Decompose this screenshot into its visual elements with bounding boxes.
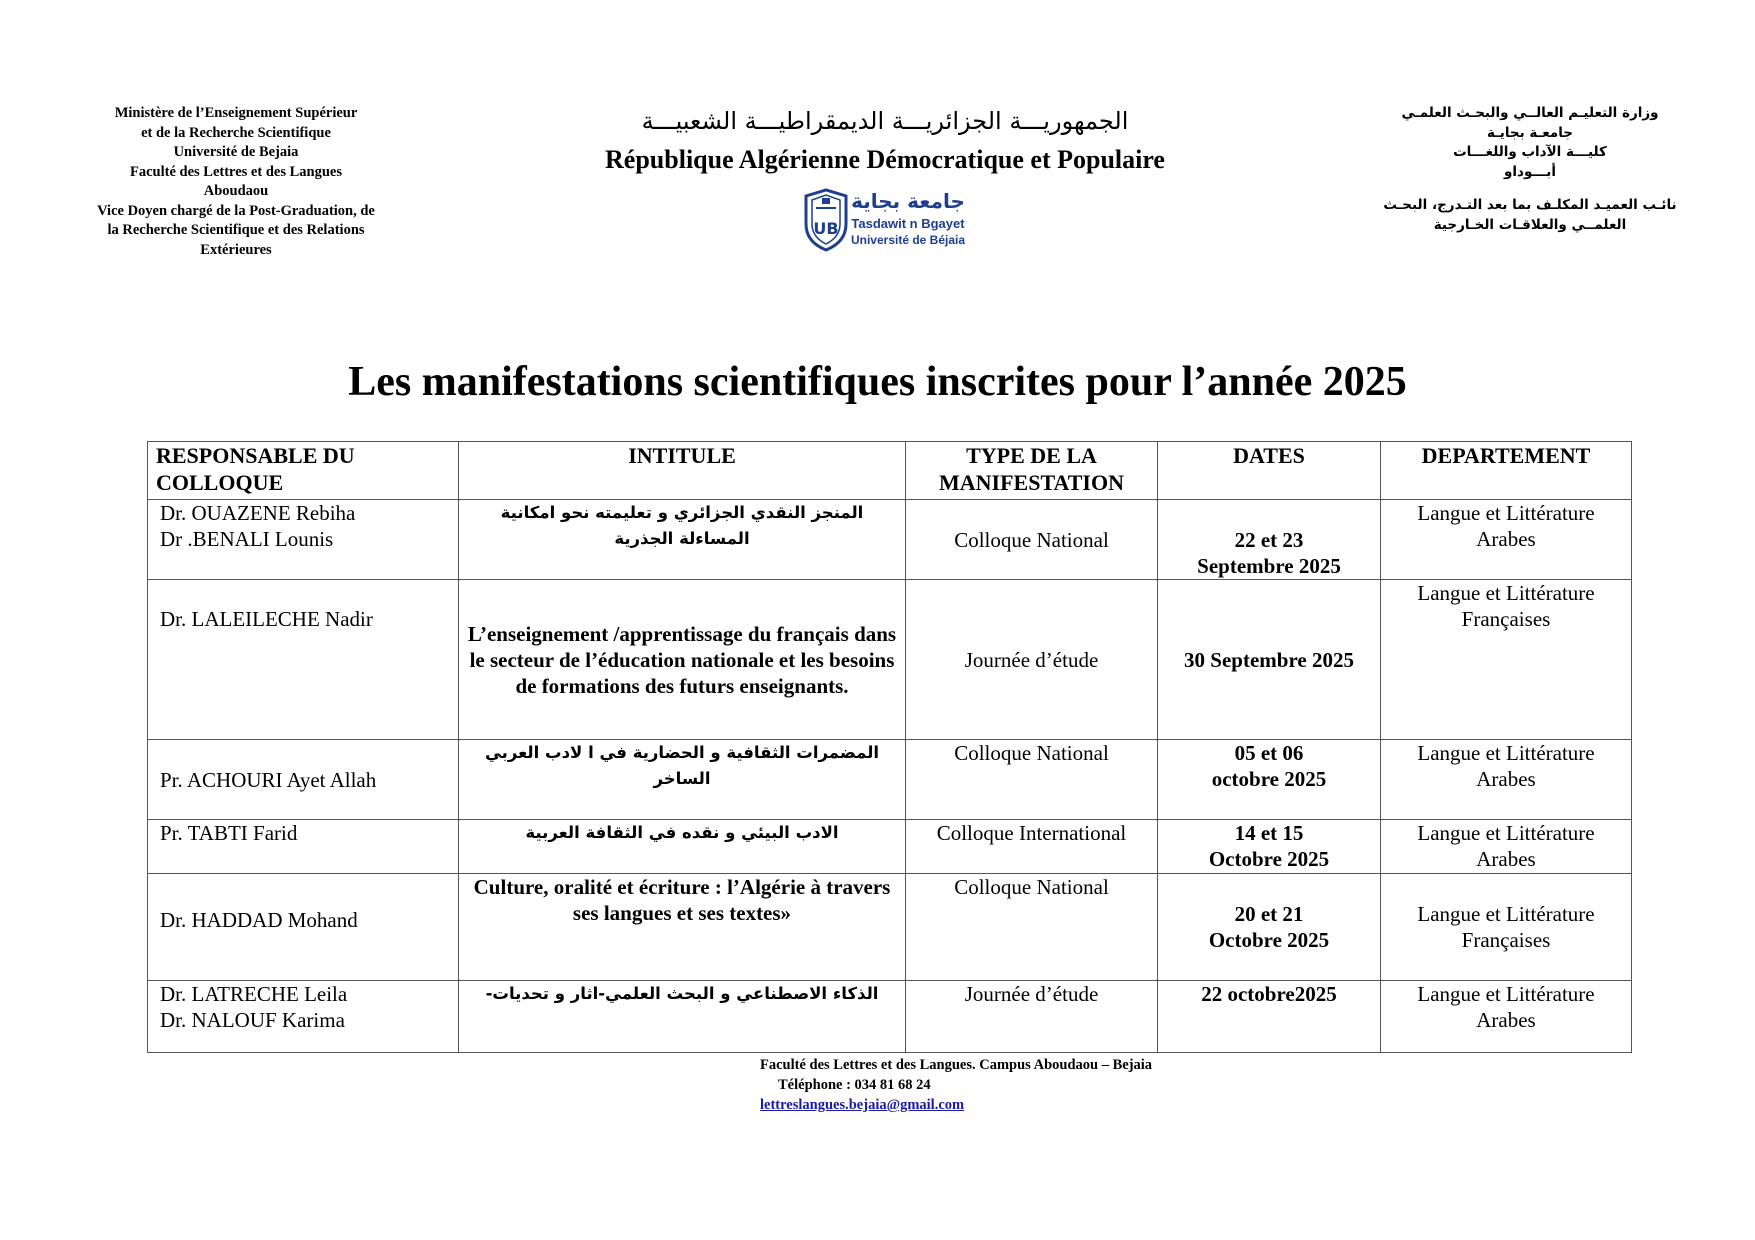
- emblem-letters: UB: [813, 219, 839, 238]
- cell-responsable: [148, 580, 459, 740]
- header-ar-line: أبـــوداو: [1504, 163, 1556, 180]
- footer-phone: Téléphone : 034 81 68 24: [778, 1077, 931, 1093]
- header-type: TYPE DE LA MANIFESTATION: [906, 442, 1158, 500]
- cell-departement: [1381, 981, 1632, 1053]
- cell-type: Journée d’étude: [906, 580, 1158, 740]
- department-line: Arabes: [1476, 847, 1536, 871]
- republic-name-arabic: الجمهوريـــة الجزائريـــة الديمقراطيـــة الشعبيـــة: [641, 107, 1129, 135]
- ministry-header-ar: [1380, 104, 1680, 235]
- date-line: octobre 2025: [1211, 767, 1327, 791]
- cell-responsable: [148, 820, 459, 874]
- responsable-name: Dr. LALEILECHE Nadir: [160, 607, 373, 631]
- responsable-name: Dr .BENALI Lounis: [160, 527, 334, 551]
- cell-departement: [1381, 500, 1632, 580]
- date-line: Octobre 2025: [1208, 847, 1330, 871]
- cell-departement: [1381, 820, 1632, 874]
- cell-dates: [1158, 820, 1381, 874]
- header-responsable: RESPONSABLE DU COLLOQUE: [148, 442, 459, 500]
- cell-responsable: [148, 874, 459, 981]
- department-line: Langue et Littérature: [1417, 741, 1595, 765]
- republic-name-french: République Algérienne Démocratique et Populaire: [605, 145, 1165, 174]
- responsable-name: Pr. TABTI Farid: [160, 821, 298, 845]
- table-row: [148, 580, 1632, 740]
- date-line: 22 octobre2025: [1201, 982, 1337, 1006]
- cell-intitule: Culture, oralité et écriture : l’Algérie à travers ses langues et ses textes»: [459, 874, 906, 981]
- events-table: [147, 441, 1632, 1053]
- table-row: [148, 500, 1632, 580]
- header-ar-line: نائـب العميـد المكلـف بما بعد التـدرج، البحـث: [1383, 197, 1677, 213]
- department-line: Arabes: [1476, 767, 1536, 791]
- date-line: 05 et 06: [1234, 741, 1304, 765]
- date-line: 14 et 15: [1234, 821, 1304, 845]
- republic-header: [520, 104, 1250, 180]
- header-fr-line: la Recherche Scientifique et des Relations: [107, 222, 365, 238]
- cell-responsable: [148, 500, 459, 580]
- contact-footer: [760, 1055, 1152, 1115]
- university-logo: [800, 184, 970, 254]
- table-row: [148, 820, 1632, 874]
- responsable-name: Dr. HADDAD Mohand: [160, 908, 358, 932]
- header-ar-line: كليـــة الآداب واللغـــات: [1453, 144, 1607, 160]
- header-intitule: INTITULE: [459, 442, 906, 500]
- department-line: Langue et Littérature: [1417, 821, 1595, 845]
- cell-type: Colloque International: [906, 820, 1158, 874]
- table-row: [148, 874, 1632, 981]
- cell-dates: [1158, 740, 1381, 820]
- header-departement: DEPARTEMENT: [1381, 442, 1632, 500]
- cell-type: Colloque National: [906, 740, 1158, 820]
- header-fr-line: Université de Bejaia: [173, 144, 299, 160]
- header-ar-line: وزارة التعليـم العالــي والبحـث العلمـي: [1401, 105, 1659, 121]
- department-line: Langue et Littérature: [1417, 501, 1595, 525]
- department-line: Langue et Littérature: [1417, 581, 1595, 605]
- cell-dates: [1158, 981, 1381, 1053]
- responsable-name: Pr. ACHOURI Ayet Allah: [160, 768, 377, 792]
- responsable-name: Dr. OUAZENE Rebiha: [160, 501, 356, 525]
- footer-address: Faculté des Lettres et des Langues. Campus Aboudaou – Bejaia: [760, 1057, 1153, 1073]
- department-line: Françaises: [1461, 928, 1551, 952]
- cell-departement: [1381, 874, 1632, 981]
- cell-departement: [1381, 740, 1632, 820]
- document-title: Les manifestations scientifiques inscrites pour l’année 2025: [348, 359, 1407, 405]
- cell-type: Colloque National: [906, 500, 1158, 580]
- header-fr-line: Aboudaou: [203, 183, 269, 199]
- date-line: 22 et 23: [1234, 528, 1304, 552]
- header-ar-line: جامعـة بجايـة: [1486, 124, 1574, 141]
- header-ar-line: العلمــي والعلاقـات الخـارجية: [1433, 216, 1627, 233]
- date-line: Octobre 2025: [1208, 928, 1330, 952]
- department-line: Arabes: [1476, 527, 1536, 551]
- responsable-name: Dr. LATRECHE Leila: [160, 982, 348, 1006]
- date-line: 20 et 21: [1234, 902, 1304, 926]
- header-fr-line: et de la Recherche Scientifique: [141, 124, 331, 141]
- ministry-header-fr: [70, 104, 402, 260]
- university-emblem-icon: [806, 190, 846, 250]
- cell-departement: [1381, 580, 1632, 740]
- cell-type: Journée d’étude: [906, 981, 1158, 1053]
- table-row: [148, 740, 1632, 820]
- header-fr-line: Ministère de l’Enseignement Supérieur: [114, 105, 358, 121]
- table-header-row: [148, 442, 1632, 500]
- table-row: [148, 981, 1632, 1053]
- cell-intitule: الادب البيئي و نقده في الثقافة العربية: [459, 820, 906, 874]
- department-line: Arabes: [1476, 1008, 1536, 1032]
- department-line: Françaises: [1461, 607, 1551, 631]
- cell-responsable: [148, 981, 459, 1053]
- date-line: 30 Septembre 2025: [1184, 647, 1354, 672]
- cell-dates: [1158, 874, 1381, 981]
- department-line: Langue et Littérature: [1417, 982, 1595, 1006]
- cell-responsable: [148, 740, 459, 820]
- logo-line-1: Tasdawit n Bgayet: [851, 216, 965, 231]
- responsable-name: Dr. NALOUF Karima: [160, 1008, 345, 1032]
- cell-intitule: الذكاء الاصطناعي و البحث العلمي-اثار و تحديات-: [459, 981, 906, 1053]
- department-line: Langue et Littérature: [1417, 902, 1595, 926]
- cell-dates: [1158, 580, 1381, 740]
- cell-type: Colloque National: [906, 874, 1158, 981]
- header-fr-line: Faculté des Lettres et des Langues: [130, 163, 342, 180]
- cell-intitule: المضمرات الثقافية و الحضارية في ا لادب العربي الساخر: [459, 740, 906, 820]
- cell-dates: [1158, 500, 1381, 580]
- footer-email-link[interactable]: lettreslangues.bejaia@gmail.com: [760, 1097, 965, 1113]
- cell-intitule: L’enseignement /apprentissage du français dans le secteur de l’éducation nationale et les besoins de formations des futurs enseignants.: [459, 580, 906, 740]
- logo-arabic-name: جامعة بجاية: [851, 189, 965, 213]
- header-dates: DATES: [1158, 442, 1381, 500]
- date-line: Septembre 2025: [1197, 554, 1341, 578]
- cell-intitule: المنجز النقدي الجزائري و تعليمته نحو امكانية المساءلة الجذرية: [459, 500, 906, 580]
- header-fr-line: Extérieures: [200, 241, 272, 258]
- logo-line-2: Université de Béjaia: [850, 233, 966, 247]
- header-fr-line: Vice Doyen chargé de la Post-Graduation, de: [97, 202, 375, 219]
